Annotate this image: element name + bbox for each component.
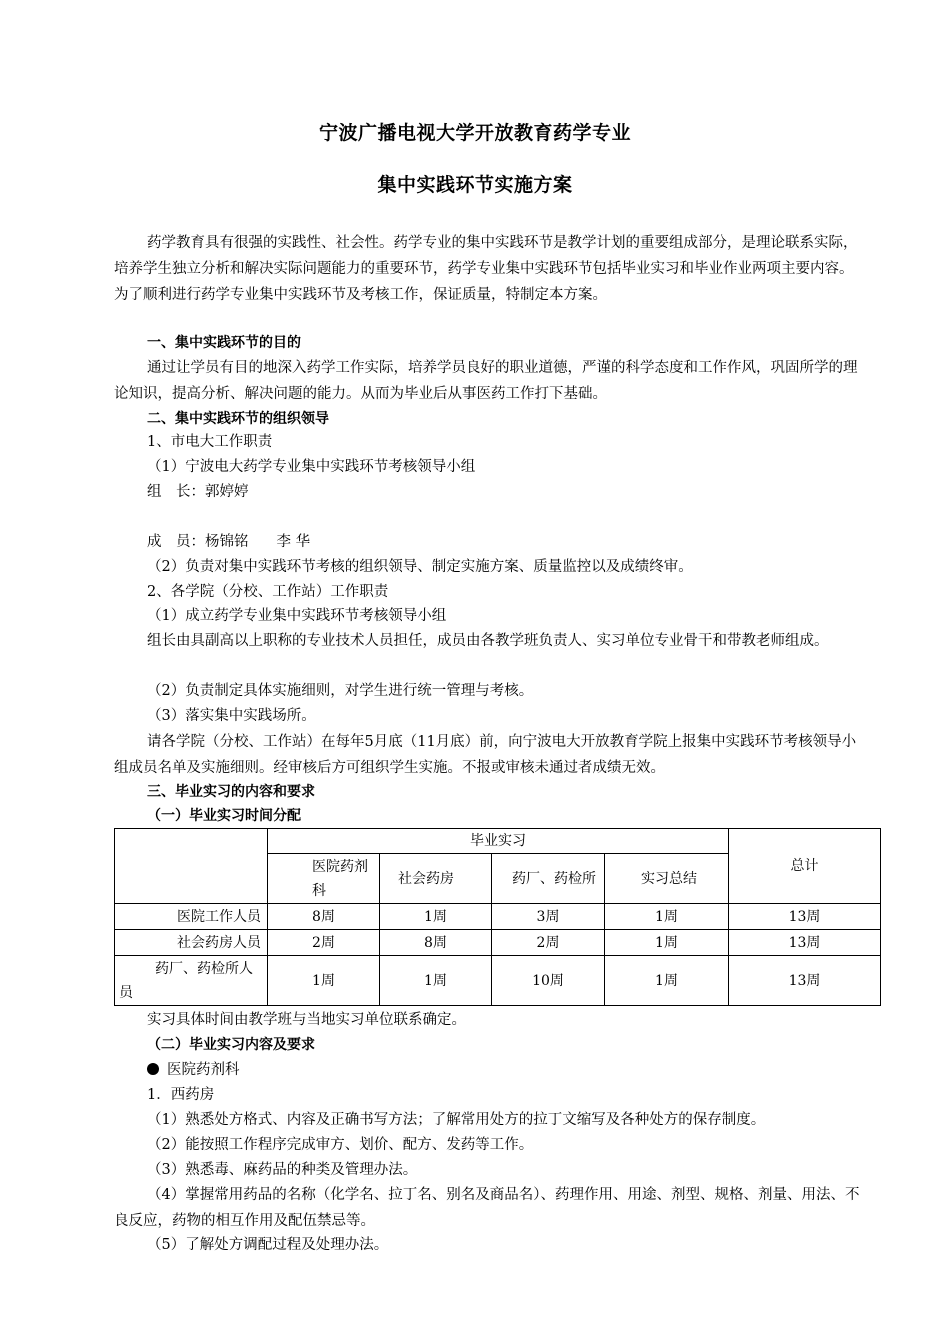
members-name1: 成 员：杨锦铭: [147, 534, 249, 550]
table-col-header: 医院药剂科: [268, 854, 380, 904]
bullet-label: 医院药剂科: [167, 1062, 240, 1078]
section2-sub1-item2: （2）负责对集中实践环节考核的组织领导、制定实施方案、质量监控以及成绩终审。: [147, 559, 693, 575]
table-row-label: 医院工作人员: [115, 904, 268, 930]
table-cell: 1周: [268, 956, 380, 1006]
table-corner-cell: [115, 829, 268, 904]
document-title-line1: 宁波广播电视大学开放教育药学专业: [318, 122, 631, 144]
table-row: [115, 930, 881, 956]
section2-sub2-item1-desc: 组长由具副高以上职称的专业技术人员担任，成员由各教学班负责人、实习单位专业骨干和带教老师组成。: [147, 633, 829, 649]
table-cell: 3周: [492, 904, 605, 930]
document-title-line2: 集中实践环节实施方案: [377, 174, 573, 196]
section2-sub1: 1、市电大工作职责: [147, 434, 273, 450]
table-cell: 1周: [380, 956, 492, 1006]
requirement-4: （4）掌握常用药品的名称（化学名、拉丁名、别名及商品名）、药理作用、用途、剂型、规格、剂量、用法、不良反应，药物的相互作用及配伍禁忌等。: [114, 1187, 860, 1229]
bullet-hospital-pharmacy: [147, 1058, 240, 1082]
section1-heading: 一、集中实践环节的目的: [147, 335, 301, 351]
table-note: 实习具体时间由教学班与当地实习单位联系确定。: [147, 1012, 466, 1028]
section2-notice: 请各学院（分校、工作站）在每年5月底（11月底）前，向宁波电大开放教育学院上报集中实践环节考核领导小组成员名单及实施细则。经审核后方可组织学生实施。不报或审核未通过者成绩无效。: [114, 734, 857, 776]
section1-body: 通过让学员有目的地深入药学工作实际，培养学员良好的职业道德，严谨的科学态度和工作作风，巩固所学的理论知识，提高分析、解决问题的能力。从而为毕业后从事医药工作打下基础。: [114, 360, 858, 402]
table-cell: 10周: [492, 956, 605, 1006]
table-row: [115, 956, 881, 1006]
item-western-pharmacy: 1．西药房: [147, 1087, 215, 1103]
internship-schedule-table: [114, 828, 881, 1006]
table-cell: 2周: [492, 930, 605, 956]
table-total-cell: 13周: [729, 904, 881, 930]
section2-heading: 二、集中实践环节的组织领导: [147, 411, 329, 427]
table-cell: 8周: [380, 930, 492, 956]
table-col-header: 社会药房: [380, 854, 492, 904]
group-leader: 组 长：郭婷婷: [147, 484, 249, 500]
section2-sub2: 2、各学院（分校、工作站）工作职责: [147, 584, 389, 600]
table-cell: 1周: [605, 930, 729, 956]
section3-sub1: （一）毕业实习时间分配: [147, 808, 301, 824]
table-cell: 1周: [605, 956, 729, 1006]
section2-sub2-item1: （1）成立药学专业集中实践环节考核领导小组: [147, 608, 447, 624]
table-col-header: 药厂、药检所: [492, 854, 605, 904]
requirement-3: （3）熟悉毒、麻药品的种类及管理办法。: [147, 1162, 418, 1178]
table-total-cell: 13周: [729, 956, 881, 1006]
table-row-label: 社会药房人员: [115, 930, 268, 956]
members-name2: 李 华: [276, 534, 311, 550]
table-group-header: 毕业实习: [268, 829, 729, 854]
requirement-5: （5）了解处方调配过程及处理办法。: [147, 1237, 389, 1253]
intro-paragraph: 药学教育具有很强的实践性、社会性。药学专业的集中实践环节是教学计划的重要组成部分，是理论联系实际，培养学生独立分析和解决实际问题能力的重要环节，药学专业集中实践环节包括毕业实习和毕业作业两项主要内容。为了顺利进行药学专业集中实践环节及考核工作，保证质量，特制定本方案。: [114, 235, 858, 303]
table-row: [115, 904, 881, 930]
table-cell: 8周: [268, 904, 380, 930]
section2-sub2-item2: （2）负责制定具体实施细则，对学生进行统一管理与考核。: [147, 683, 534, 699]
bullet-icon: [147, 1063, 159, 1075]
section3-sub2: （二）毕业实习内容及要求: [147, 1037, 315, 1053]
group-members: [147, 530, 310, 554]
section2-sub1-item1: （1）宁波电大药学专业集中实践环节考核领导小组: [147, 459, 476, 475]
table-col-header: 实习总结: [605, 854, 729, 904]
table-total-header: 总计: [729, 829, 881, 904]
requirement-2: （2）能按照工作程序完成审方、划价、配方、发药等工作。: [147, 1137, 534, 1153]
table-cell: 1周: [380, 904, 492, 930]
section3-heading: 三、毕业实习的内容和要求: [147, 784, 315, 800]
section2-sub2-item3: （3）落实集中实践场所。: [147, 708, 316, 724]
table-row-label: 药厂、药检所人员: [115, 956, 268, 1006]
table-cell: 2周: [268, 930, 380, 956]
table-cell: 1周: [605, 904, 729, 930]
requirement-1: （1）熟悉处方格式、内容及正确书写方法；了解常用处方的拉丁文缩写及各种处方的保存制度。: [147, 1112, 766, 1128]
table-total-cell: 13周: [729, 930, 881, 956]
